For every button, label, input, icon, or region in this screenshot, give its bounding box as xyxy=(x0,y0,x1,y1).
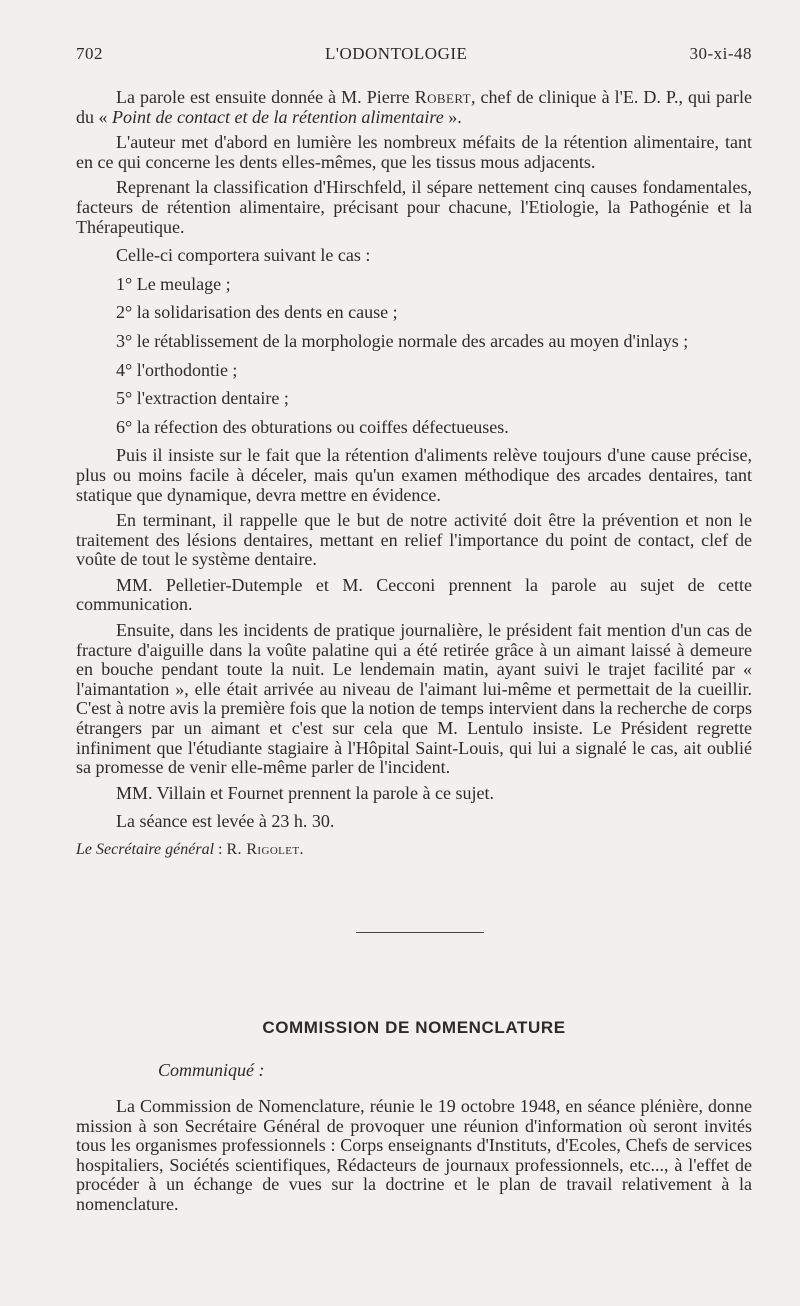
section-divider xyxy=(356,932,484,933)
signature xyxy=(76,840,752,860)
paragraph-8: Ensuite, dans les incidents de pratique journalière, le président fait mention d'un cas de fracture d'aiguille dans la voûte palatine qui a été retirée grâce à un aimant laissé à demeure en bouche pendant toute la nuit. Le lendemain matin, ayant suivi le trajet facilité par « l'aimantation », elle était arrivée au niveau de l'aimant lui-même et permettait de la cueillir. C'est à notre avis la première fois que la notion de temps intervient dans la recherche de corps étrangers par un aimant et c'est sur cela que M. Lentulo insiste. Le Président regrette infiniment que l'étudiante stagiaire à l'Hôpital Saint-Louis, qui lui a signalé le cas, ait oublié sa promesse de venir elle-même parler de l'incident. xyxy=(76,620,752,778)
list-item: 6° la réfection des obturations ou coiffes défectueuses. xyxy=(116,416,509,437)
signature-role: Le Secrétaire général xyxy=(76,841,215,858)
paragraph-10: La séance est levée à 23 h. 30. xyxy=(116,811,335,832)
page-number: 702 xyxy=(76,44,103,63)
list-item: 2° la solidarisation des dents en cause ; xyxy=(116,302,398,323)
list-item: 3° le rétablissement de la morphologie normale des arcades au moyen d'inlays ; xyxy=(116,330,689,351)
p1-text-c: ». xyxy=(443,106,462,127)
section-text-a: La xyxy=(116,1096,141,1116)
signature-name: R. Rigolet. xyxy=(226,841,304,858)
p1-text-a: La parole est ensuite donnée à M. Pierre xyxy=(116,87,415,107)
running-header xyxy=(76,44,752,64)
list-item: 5° l'extraction dentaire ; xyxy=(116,388,289,409)
list-item: 4° l'orthodontie ; xyxy=(116,359,238,380)
section-body xyxy=(76,1097,752,1215)
signature-separator: : xyxy=(214,841,227,858)
list-item: 1° Le meulage ; xyxy=(116,273,231,294)
article-body xyxy=(76,88,752,866)
paragraph-6: En terminant, il rappelle que le but de notre activité doit être la prévention et non le traitement des lésions dentaires, mettant en relief l'importance du point de contact, clef de voûte de tout le système dentaire. xyxy=(76,510,752,570)
paragraph-2: L'auteur met d'abord en lumière les nombreux méfaits de la rétention alimentaire, tant en ce qui concerne les dents elles-mêmes, que les tissus mous adjacents. xyxy=(76,132,752,172)
section-text-b: , réunie le 19 octobre 1948, en séance plénière, donne mission à son Secrétaire Général de provoquer une réunion d'information où seront invités tous les organismes professionnels : Corps enseignants d'Instituts, d'Ecoles, Chefs de services hospitaliers, Sociétés scientifiques, Rédacteurs de journaux professionnels, etc..., à l'effet de procéder à un échange de vues sur la doctrine et le plan de travail relativement à la nomenclature. xyxy=(76,1096,753,1214)
section-title: COMMISSION DE NOMENCLATURE xyxy=(262,1018,566,1037)
commission-name: Commission de Nomenclature xyxy=(140,1096,361,1116)
paragraph-4: Celle-ci comportera suivant le cas : xyxy=(116,245,371,266)
talk-title: Point de contact et de la rétention alimentaire xyxy=(112,106,444,127)
paragraph-7: MM. Pelletier-Dutemple et M. Cecconi prennent la parole au sujet de cette communication. xyxy=(76,574,752,615)
communique-label: Communiqué : xyxy=(158,1060,265,1080)
paragraph-3: Reprenant la classification d'Hirschfeld, il sépare nettement cinq causes fondamentales, facteurs de rétention alimentaire, précisant pour chacune, l'Etiologie, la Pathogénie et la Thérapeutique. xyxy=(76,177,752,237)
speaker-name: Robert xyxy=(414,87,471,107)
paragraph-9: MM. Villain et Fournet prennent la parole à ce sujet. xyxy=(116,782,494,803)
p1-text-b: , chef de clinique à l'E. D. P., qui parle du « xyxy=(76,87,752,127)
paragraph-1 xyxy=(76,88,752,127)
paragraph-5: Puis il insiste sur le fait que la rétention d'aliments relève toujours d'une cause précise, plus ou moins facile à déceler, mais qu'un examen méthodique des arcades dentaires, tant statique que dynamique, devra mettre en évidence. xyxy=(76,445,752,505)
section-paragraph xyxy=(76,1097,752,1215)
journal-title: L'ODONTOLOGIE xyxy=(325,44,468,63)
issue-date: 30-xi-48 xyxy=(689,44,752,63)
